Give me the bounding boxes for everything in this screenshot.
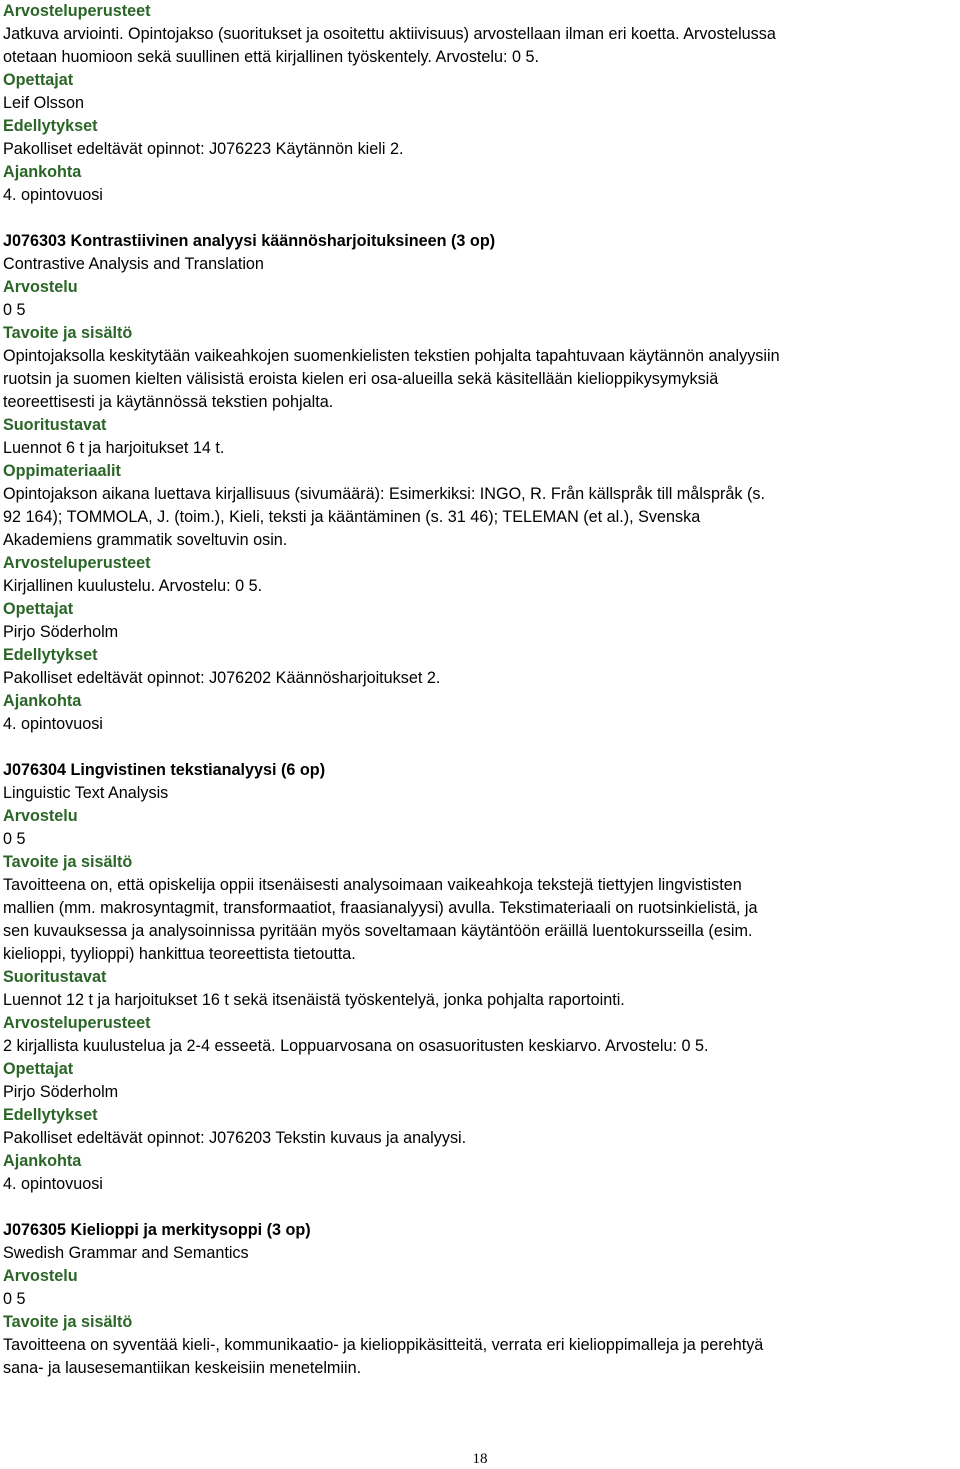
text-line: ruotsin ja suomen kielten välisistä eroista kielen eri osa-alueilla sekä käsitellään kielioppikysymyksiä (3, 369, 719, 388)
text-line: 2 kirjallista kuulustelua ja 2-4 esseetä. Loppuarvosana on osasuoritusten keskiarvo. Arvostelu: 0 5. (3, 1036, 709, 1055)
text-line: Pakolliset edeltävät opinnot: J076202 Käännösharjoitukset 2. (3, 668, 441, 687)
field-heading: Edellytykset (3, 117, 98, 135)
course-section (3, 230, 948, 736)
text-line: Tavoitteena on, että opiskelija oppii itsenäisesti analysoimaan vaikeahkoja tekstejä tiettyjen lingvististen (3, 875, 742, 894)
field-heading: Ajankohta (3, 1151, 82, 1170)
field-heading: Edellytykset (3, 645, 98, 664)
text-line: Leif Olsson (3, 94, 84, 112)
text-line: sen kuvauksessa ja analysoinnissa pyritään myös soveltamaan käytäntöön eräillä luentokursseilla (esim. (3, 921, 753, 940)
text-line: otetaan huomioon sekä suullinen että kirjallinen työskentely. Arvostelu: 0 5. (3, 48, 540, 66)
text-line: sana- ja lausesemantiikan keskeisiin menetelmiin. (3, 1358, 362, 1377)
field-heading: Suoritustavat (3, 415, 107, 434)
field-heading: Tavoite ja sisältö (3, 323, 133, 342)
field-heading: Arvosteluperusteet (3, 1013, 151, 1032)
field-heading: Arvostelu (3, 277, 78, 296)
section-gap (3, 207, 948, 230)
text-line: 92 164); TOMMOLA, J. (toim.), Kieli, teksti ja kääntäminen (s. 31 46); TELEMAN (et al.), Svenska (3, 507, 701, 526)
field-heading: Suoritustavat (3, 967, 107, 986)
course-title: J076303 Kontrastiivinen analyysi käännösharjoituksineen (3 op) (3, 231, 496, 250)
field-heading: Opettajat (3, 71, 74, 89)
course-section (3, 0, 948, 207)
field-heading: Arvostelu (3, 806, 78, 825)
page-number: 18 (472, 1451, 488, 1467)
course-section (3, 759, 948, 1196)
field-heading: Arvosteluperusteet (3, 553, 151, 572)
field-heading: Edellytykset (3, 1105, 98, 1124)
field-heading: Arvosteluperusteet (3, 2, 151, 20)
field-heading: Ajankohta (3, 163, 82, 181)
text-line: 0 5 (3, 300, 26, 319)
field-heading: Ajankohta (3, 691, 82, 710)
text-line: 0 5 (3, 829, 26, 848)
text-line: Kirjallinen kuulustelu. Arvostelu: 0 5. (3, 576, 263, 595)
field-heading: Opettajat (3, 1059, 74, 1078)
text-line: Pirjo Söderholm (3, 1082, 119, 1101)
text-line: Swedish Grammar and Semantics (3, 1243, 249, 1262)
text-line: Tavoitteena on syventää kieli-, kommunikaatio- ja kielioppikäsitteitä, verrata eri kielioppimalleja ja perehtyä (3, 1335, 764, 1354)
section-gap (3, 736, 948, 759)
field-heading: Tavoite ja sisältö (3, 852, 133, 871)
text-line: Opintojakson aikana luettava kirjallisuus (sivumäärä): Esimerkiksi: INGO, R. Från källspråk till målspråk (s. (3, 484, 765, 503)
text-line: Luennot 6 t ja harjoitukset 14 t. (3, 438, 225, 457)
course-section (3, 1219, 948, 1380)
text-line: kielioppi, tyylioppi) hankittua teoreettista tietoutta. (3, 944, 356, 963)
text-line: 4. opintovuosi (3, 186, 103, 204)
text-line: Akademiens grammatik soveltuvin osin. (3, 530, 288, 549)
field-heading: Arvostelu (3, 1266, 78, 1285)
field-heading: Opettajat (3, 599, 74, 618)
text-line: 4. opintovuosi (3, 714, 103, 733)
text-line: Pakolliset edeltävät opinnot: J076223 Käytännön kieli 2. (3, 140, 404, 158)
course-title: J076305 Kielioppi ja merkitysoppi (3 op) (3, 1220, 311, 1239)
text-line: Pirjo Söderholm (3, 622, 119, 641)
text-line: mallien (mm. makrosyntagmit, transformaatiot, fraasianalyysi) avulla. Tekstimateriaali on ruotsinkielistä, ja (3, 898, 758, 917)
text-line: Jatkuva arviointi. Opintojakso (suoritukset ja osoitettu aktiivisuus) arvostellaan ilman eri koetta. Arvostelussa (3, 25, 776, 43)
course-title: J076304 Lingvistinen tekstianalyysi (6 op) (3, 760, 326, 779)
document-body (3, 0, 948, 1380)
field-heading: Oppimateriaalit (3, 461, 121, 480)
text-line: Opintojaksolla keskitytään vaikeahkojen suomenkielisten tekstien pohjalta tapahtuvaan käytännön analyysiin (3, 346, 780, 365)
text-line: Linguistic Text Analysis (3, 783, 169, 802)
text-line: 0 5 (3, 1289, 26, 1308)
field-heading: Tavoite ja sisältö (3, 1312, 133, 1331)
text-line: 4. opintovuosi (3, 1174, 103, 1193)
section-gap (3, 1196, 948, 1219)
text-line: Luennot 12 t ja harjoitukset 16 t sekä itsenäistä työskentelyä, jonka pohjalta raportointi. (3, 990, 625, 1009)
text-line: teoreettisesti ja käytännössä tekstien pohjalta. (3, 392, 334, 411)
text-line: Pakolliset edeltävät opinnot: J076203 Tekstin kuvaus ja analyysi. (3, 1128, 467, 1147)
text-line: Contrastive Analysis and Translation (3, 254, 264, 273)
